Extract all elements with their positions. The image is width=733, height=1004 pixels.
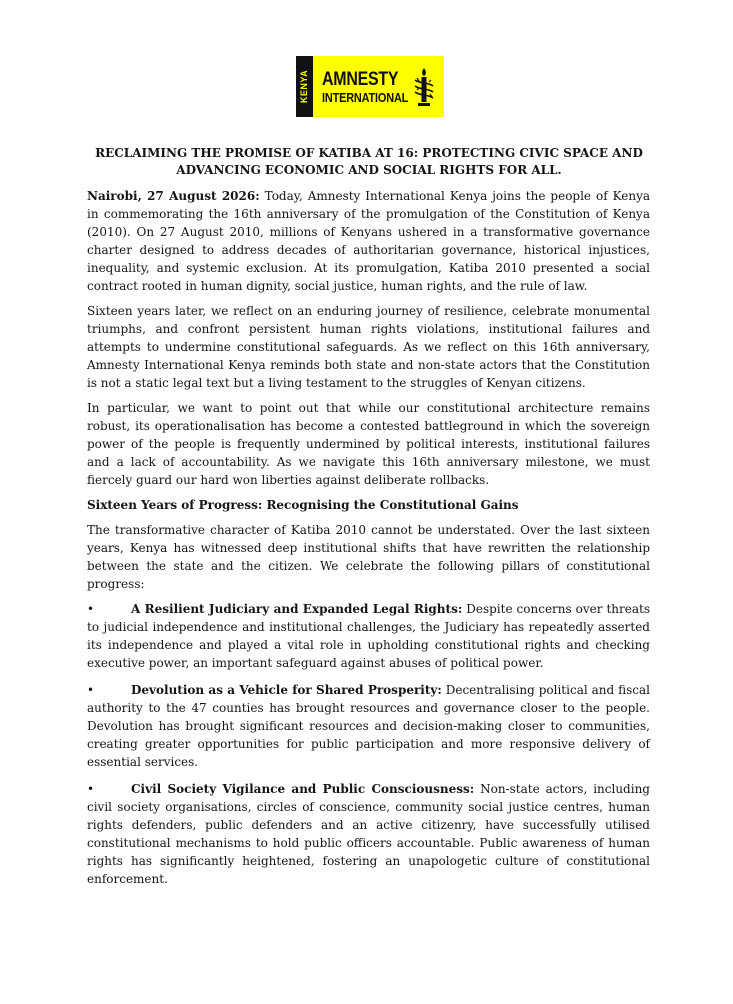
bullet-text: Decentralising political and fiscal authority to the 47 counties has brought resources and governance closer to the people. Devolution has brought significant resources and decision-making closer to communities, creating greater opportunities for public participation and more responsive delivery of essential services. (87, 683, 650, 769)
intro-paragraph (87, 187, 650, 295)
intro-text: Today, Amnesty International Kenya joins the people of Kenya in commemorating the 16th anniversary of the promulgation of the Constitution of Kenya (2010). On 27 August 2010, millions of Kenyans ushered in a transformative governance charter designed to address decades of authoritarian governance, historical injustices, inequality, and systemic exclusion. At its promulgation, Katiba 2010 presented a social contract rooted in human dignity, social justice, human rights, and the rule of law. (87, 189, 651, 293)
candle-barbed-wire-icon (412, 67, 436, 109)
bullet-item (87, 600, 650, 672)
dateline: Nairobi, 27 August 2026: (87, 189, 260, 203)
bullet-text: Despite concerns over threats to judicial independence and institutional challenges, the Judiciary has repeatedly asserted its independence and played a vital role in upholding constitutional rights and checking executive power, an important safeguard against abuses of political power. (87, 602, 650, 670)
bullet-marker: • (87, 602, 95, 616)
amnesty-kenya-logo (296, 56, 444, 117)
bullet-title: Civil Society Vigilance and Public Consciousness: (131, 782, 475, 796)
title-line-1: RECLAIMING THE PROMISE OF KATIBA AT 16: PROTECTING CIVIC SPACE AND (95, 146, 643, 160)
logo-country-label: KENYA (299, 69, 309, 104)
press-release-title (87, 145, 651, 179)
bullet-marker: • (87, 782, 95, 796)
logo-country-bar (296, 56, 313, 117)
section-intro: The transformative character of Katiba 2010 cannot be understated. Over the last sixteen years, Kenya has witnessed deep institutional shifts that have rewritten the relationship between the state and the citizen. We celebrate the following pillars of constitutional progress: (87, 523, 650, 591)
bullet-text: Non-state actors, including civil society organisations, circles of conscience, community social justice centres, human rights defenders, public defenders and an active citizenry, have successfully utilised constitutional mechanisms to hold public officers accountable. Public awareness of human rights has significantly heightened, fostering an unapologetic culture of constitutional enforcement. (87, 782, 650, 886)
bullet-item (87, 780, 650, 888)
bullet-marker: • (87, 683, 95, 697)
logo-wordmark-line2: INTERNATIONAL (322, 90, 409, 105)
bullet-title: Devolution as a Vehicle for Shared Prosperity: (131, 683, 442, 697)
section-heading-text: Sixteen Years of Progress: Recognising the Constitutional Gains (87, 498, 519, 512)
paragraph-2: In particular, we want to point out that while our constitutional architecture remains robust, its operationalisation has become a contested battleground in which the sovereign power of the people is frequently undermined by political interests, institutional failures and a lack of accountability. As we navigate this 16th anniversary milestone, we must fiercely guard our hard won liberties against deliberate rollbacks. (87, 401, 650, 487)
press-release-body (87, 187, 650, 897)
bullet-title: A Resilient Judiciary and Expanded Legal Rights: (131, 602, 463, 616)
logo-wordmark-line1: AMNESTY (322, 69, 399, 90)
title-line-2: ADVANCING ECONOMIC AND SOCIAL RIGHTS FOR ALL. (176, 163, 562, 177)
section-heading (87, 496, 650, 514)
paragraph-1: Sixteen years later, we reflect on an enduring journey of resilience, celebrate monumental triumphs, and confront persistent human rights violations, institutional failures and attempts to undermine constitutional safeguards. As we reflect on this 16th anniversary, Amnesty International Kenya reminds both state and non-state actors that the Constitution is not a static legal text but a living testament to the struggles of Kenyan citizens. (87, 304, 650, 390)
bullet-item (87, 681, 650, 771)
